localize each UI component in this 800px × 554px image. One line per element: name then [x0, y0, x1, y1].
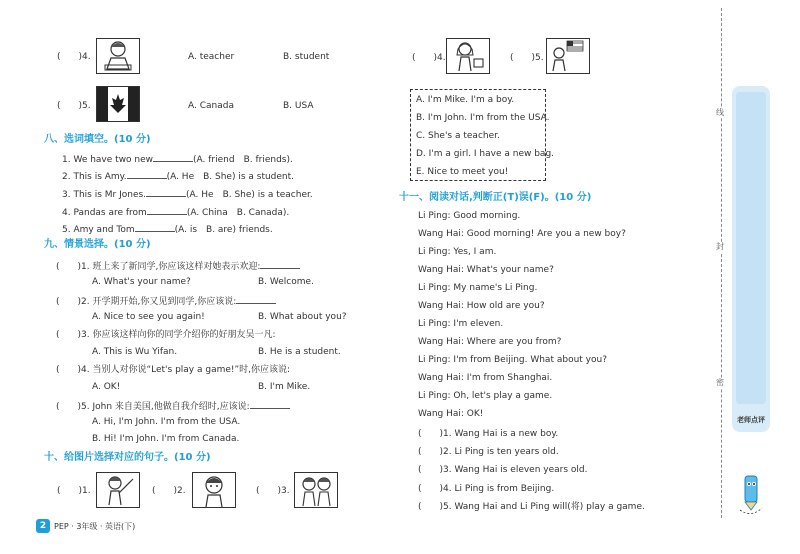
option-a: A. What's your name?	[92, 277, 191, 287]
judge-item-1[interactable]: ( )1. Wang Hai is a new boy.	[418, 429, 559, 439]
option-a: A. This is Wu Yifan.	[92, 347, 178, 357]
answer-blank[interactable]	[236, 294, 276, 304]
option-d: D. I'm a girl. I have a new bag.	[416, 149, 555, 159]
review-area[interactable]	[736, 92, 766, 404]
section-9-title: 九、情景选择。(10 分)	[44, 239, 151, 250]
option-a: A. I'm Mike. I'm a boy.	[416, 95, 515, 105]
fill-item-5: 5. Amy and Tom (A. is B. are) friends.	[62, 222, 273, 236]
option-b: B. What about you?	[258, 312, 347, 322]
pic-paren-4[interactable]: ( )4.	[412, 53, 446, 63]
answer-blank[interactable]	[146, 187, 186, 197]
pic-paren-1[interactable]: ( )1.	[57, 486, 91, 496]
option-c: C. She's a teacher.	[416, 131, 500, 141]
dialogue-line: Li Ping: Oh, let's play a game.	[418, 391, 553, 401]
dialogue-line: Li Ping: My name's Li Ping.	[418, 283, 538, 293]
teacher-pointing-illustration	[96, 472, 140, 508]
girl-with-bag-illustration	[446, 38, 490, 74]
page-number: 2	[39, 521, 47, 531]
dialogue-line: Wang Hai: OK!	[418, 409, 484, 419]
option-a: A. Hi, I'm John. I'm from the USA.	[92, 417, 241, 427]
option-a: A. OK!	[92, 382, 121, 392]
dialogue-line: Wang Hai: How old are you?	[418, 301, 545, 311]
option-b: B. student	[283, 52, 330, 62]
option-a: A. teacher	[188, 52, 235, 62]
dialogue-line: Wang Hai: I'm from Shanghai.	[418, 373, 553, 383]
two-children-illustration	[294, 472, 338, 508]
judge-item-5[interactable]: ( )5. Wang Hai and Li Ping will(将) play a game.	[418, 502, 645, 512]
dialogue-line: Li Ping: Good morning.	[418, 211, 521, 221]
answer-blank[interactable]	[250, 399, 290, 409]
binding-line	[721, 8, 722, 518]
judge-item-4[interactable]: ( )4. Li Ping is from Beijing.	[418, 484, 555, 494]
answer-blank[interactable]	[153, 152, 193, 162]
fill-item-1: 1. We have two new (A. friend B. friends).	[62, 152, 293, 166]
option-b: B. I'm John. I'm from the USA.	[416, 113, 550, 123]
binding-char-seal: 封	[716, 242, 724, 251]
option-b: B. He is a student.	[258, 347, 341, 357]
binding-char-line: 线	[716, 108, 724, 117]
fill-item-3: 3. This is Mr Jones. (A. He B. She) is a teacher.	[62, 187, 313, 201]
pic-paren-5[interactable]: ( )5.	[510, 53, 544, 63]
binding-char-secret: 密	[716, 378, 724, 387]
situation-q1: ( )1. 班上来了新同学,你应该这样对她表示欢迎:	[56, 259, 300, 273]
judge-item-3[interactable]: ( )3. Wang Hai is eleven years old.	[418, 465, 588, 475]
option-b: B. I'm Mike.	[258, 382, 311, 392]
dialogue-line: Li Ping: I'm from Beijing. What about you?	[418, 355, 607, 365]
option-e: E. Nice to meet you!	[416, 167, 509, 177]
student-reading-illustration	[96, 38, 140, 74]
option-b: B. USA	[283, 101, 314, 111]
option-a: A. Canada	[188, 101, 234, 111]
teacher-review-panel	[732, 86, 770, 432]
pic-paren-3[interactable]: ( )3.	[256, 486, 290, 496]
option-b: B. Hi! I'm John. I'm from Canada.	[92, 434, 240, 444]
paren-5[interactable]: ( )5.	[57, 101, 91, 111]
boy-illustration	[192, 472, 236, 508]
fill-item-2: 2. This is Amy. (A. He B. She) is a student.	[62, 169, 294, 183]
answer-blank[interactable]	[260, 259, 300, 269]
dialogue-line: Li Ping: Yes, I am.	[418, 247, 497, 257]
fill-item-4: 4. Pandas are from (A. China B. Canada).	[62, 205, 289, 219]
dialogue-line: Wang Hai: Good morning! Are you a new boy?	[418, 229, 626, 239]
answer-blank[interactable]	[127, 169, 167, 179]
section-8-title: 八、选词填空。(10 分)	[44, 134, 151, 145]
section-10-title: 十、给图片选择对应的句子。(10 分)	[44, 452, 211, 463]
teacher-review-label: 老师点评	[737, 416, 765, 424]
dialogue-line: Wang Hai: Where are you from?	[418, 337, 562, 347]
answer-blank[interactable]	[135, 222, 175, 232]
situation-q5: ( )5. John 来自美国,他做自我介绍时,应该说:	[56, 399, 290, 413]
option-a: A. Nice to see you again!	[92, 312, 205, 322]
situation-q4: ( )4. 当别人对你说“Let's play a game!”时,你应该说:	[56, 365, 291, 375]
footer-text: PEP · 3年级 · 英语(下)	[54, 522, 136, 531]
boy-with-usa-flag-illustration	[546, 38, 590, 74]
judge-item-2[interactable]: ( )2. Li Ping is ten years old.	[418, 447, 559, 457]
canada-flag-icon	[96, 86, 140, 122]
answer-blank[interactable]	[147, 205, 187, 215]
pic-paren-2[interactable]: ( )2.	[152, 486, 186, 496]
dialogue-line: Li Ping: I'm eleven.	[418, 319, 504, 329]
page-number-badge	[36, 519, 50, 533]
pencil-mascot-icon	[738, 470, 764, 514]
option-b: B. Welcome.	[258, 277, 314, 287]
paren-4[interactable]: ( )4.	[57, 52, 91, 62]
dialogue-line: Wang Hai: What's your name?	[418, 265, 554, 275]
situation-q3: ( )3. 你应该这样向你的同学介绍你的好朋友吴一凡:	[56, 330, 276, 340]
situation-q2: ( )2. 开学期开始,你又见到同学,你应该说:	[56, 294, 276, 308]
section-11-title: 十一、阅读对话,判断正(T)误(F)。(10 分)	[399, 192, 592, 203]
